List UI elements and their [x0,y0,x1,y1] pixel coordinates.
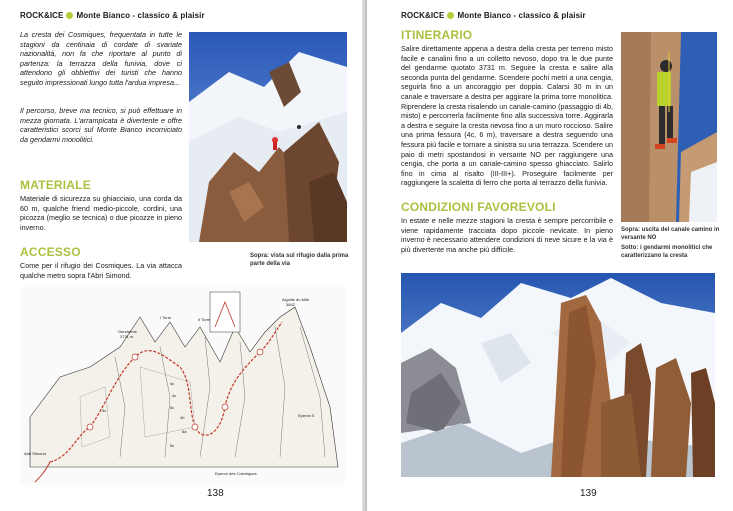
label-grade-5: 6a [182,429,187,434]
materiale-heading: MATERIALE [20,178,91,192]
route-topo-diagram [20,287,345,485]
label-grade-7: 5c [102,408,107,413]
gendarmes-photo [401,273,715,477]
running-header [401,11,586,20]
brand-label: ROCK&ICE [401,11,445,20]
photo-caption-top: Sopra: uscita del canale camino in versante NO [621,227,720,241]
label-grade-4: 4b [180,415,185,420]
ridge-climber-photo [189,32,347,242]
page-number: 139 [580,488,597,499]
bullet-dot-icon [447,12,454,19]
materiale-text: Materiale di sicurezza su ghiacciaio, una corda da 60 m, qualche friend medio-piccole, cordini, una picozza (meglio se tecnica) o due picozze in pieno inverno. [20,194,182,232]
guide-title: Monte Bianco - classico & plaisir [457,11,586,20]
label-torre-1: I Torre [160,315,172,320]
label-grade-6: 5c [170,443,175,448]
label-grade-2: 4c [172,393,177,398]
brand-label: ROCK&ICE [20,11,64,20]
label-eperon-cosmiques: Eperon des Cosmiques [215,471,257,476]
label-abri-simond: Abri Simond [24,451,46,456]
running-header [20,11,205,20]
label-grade-1: 4c [170,381,175,386]
page-number: 138 [207,488,224,499]
left-page [0,0,366,511]
itinerario-text: Salire direttamente appena a destra della cresta per terreno misto facile e canalini fino a un colletto nevoso, dopo tra le due punte del gendarme quotato 3731 m. Seguire la cresta e salire alla seconda punta del gendarme. Scendere pochi metri a una cengia, seguirla fino a un ancoraggio per doppia. Calarsi 30 m in un canale e traversare a destra per aggirare la prima torre monolitica. Riprendere la cresta risalendo un canale-camino (passaggio di 4b, misto) e percorrerla facilmente fino alla successiva torre. Aggirarla a destra e seguire la cresta nevosa fino a un muro roccioso. Salire una prima fessura (4c, 6 m), traversare a destra seguendo una fessura più facile e tornare a sinistra su una terrazza. Scendere un paio di metri spostandosi in versante NO per raggiungere una cengia, che porta a un canale-camino spesso ghiacciato. Salirlo fino in cima al risalto (III-III+). Proseguire facilmente per raggiungere la scaletta di ferro che porta al terrazzo della funivia. [401,44,613,188]
right-page [367,0,733,511]
label-gendarme: Gendarme [118,329,137,334]
label-grade-3: 5c [170,405,175,410]
bullet-dot-icon [66,12,73,19]
label-gendarme-alt: 3731 m [120,334,134,339]
label-top-peak-alt: 3842 [286,302,295,307]
itinerario-heading: ITINERARIO [401,28,473,42]
accesso-text: Come per il rifugio dei Cosmiques. La via attacca qualche metro sopra l'Abri Simond. [20,261,182,280]
photo-caption-bottom: Sotto: i gendarmi monolitici che caratterizzano la cresta [621,245,713,259]
accesso-heading: ACCESSO [20,245,81,259]
condizioni-text: In estate e nelle mezze stagioni la cresta è sempre percorribile e viene rapidamente tracciata dopo piccole nevicate. In pieno inverno è necessario attendere condizioni di neve sicure e la via è più divertente ma anche più difficile. [401,216,613,254]
label-top-peak: Aiguille du Midi [282,297,309,302]
photo-caption: Sopra: vista sul rifugio dalla prima parte della via [250,253,349,267]
label-eperon: Eperon 5 [298,413,315,418]
guide-title: Monte Bianco - classico & plaisir [76,11,205,20]
intro-paragraph-1: La cresta dei Cosmiques, frequentata in tutte le stagioni da centinaia di cordate di svariate nazionalità, non fa che riportare al punto di partenza: la terrazza della funivia, dove ci attendono gli obbiettivi dei turisti che hanno seguito impressionati lungo tutta l'ardua impresa... [20,30,182,87]
chimney-climber-photo [621,32,717,222]
condizioni-heading: CONDIZIONI FAVOREVOLI [401,200,556,214]
label-torre-2: II Torre [198,317,211,322]
intro-paragraph-2: Il percorso, breve ma tecnico, si può effettuare in mezza giornata. L'arrampicata è divertente e offre caratteristici scorci sul Monte Bianco incorniciato da gendarmi monolitici. [20,106,182,144]
